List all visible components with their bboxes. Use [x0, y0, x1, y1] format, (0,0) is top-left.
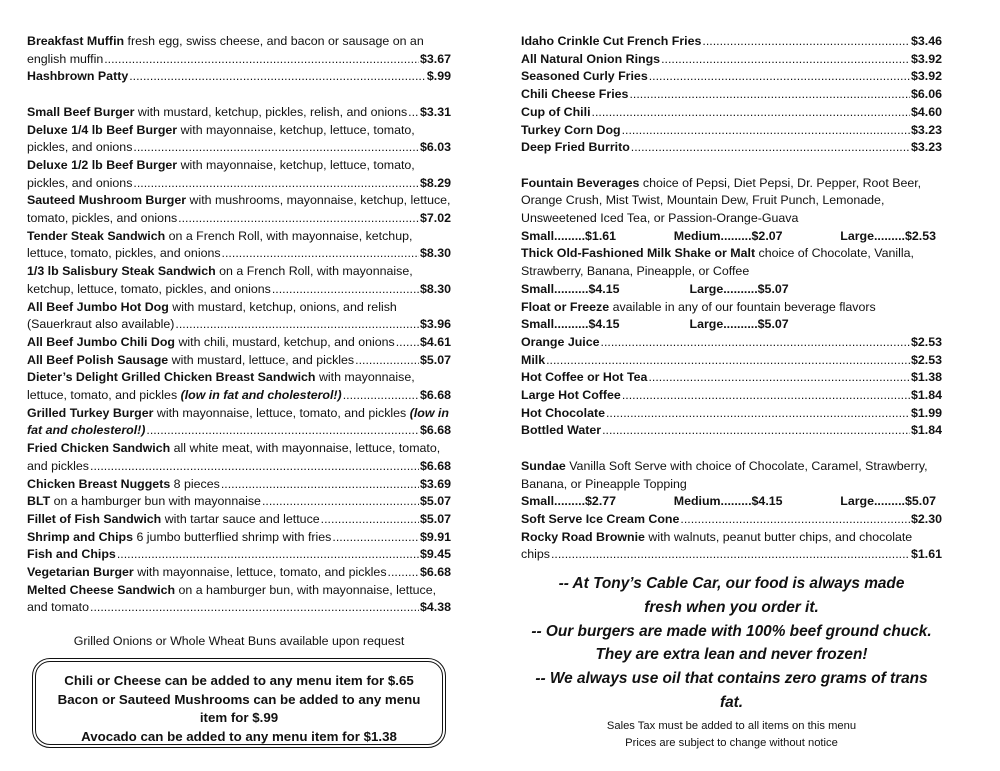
item-price: $1.38 [910, 370, 942, 385]
fountain-desc-3: Unsweetened Iced Tea, or Passion-Orange-Guava [521, 211, 799, 226]
item-price: $5.07 [419, 352, 451, 367]
item-name: Chicken Breast Nuggets [27, 476, 171, 491]
menu-item [27, 334, 451, 352]
item-price: $3.23 [910, 122, 942, 137]
item-price: $6.03 [419, 140, 451, 155]
item-name: Deep Fried Burrito [521, 140, 630, 155]
sides-section [521, 33, 942, 157]
fountain-size-large: Large.........$2.53 [840, 228, 936, 243]
menu-item [521, 33, 942, 51]
item-name: BLT [27, 494, 51, 509]
menu-item [27, 546, 451, 564]
menu-item [27, 511, 451, 529]
cone-price: $2.30 [910, 511, 942, 526]
item-name: Chili Cheese Fries [521, 87, 629, 102]
item-price: $3.96 [419, 317, 451, 332]
brownie-name: Rocky Road Brownie [521, 529, 645, 544]
item-price: $4.61 [419, 334, 451, 349]
drinks-section [521, 334, 942, 440]
item-price: $8.30 [419, 246, 451, 261]
item-note: fat and cholesterol!) [27, 423, 146, 438]
fountain-desc-1: choice of Pepsi, Diet Pepsi, Dr. Pepper, Root Beer, [639, 175, 922, 190]
soft-serve-cone [521, 511, 942, 529]
addon-line-1: Chili or Cheese can be added to any menu item for $.65 [64, 673, 414, 688]
menu-item [521, 334, 942, 352]
item-price: $.99 [426, 69, 451, 84]
item-name: Orange Juice [521, 334, 600, 349]
item-note: (low in [409, 405, 449, 420]
menu-item [27, 122, 451, 157]
menu-item [27, 369, 451, 404]
menu-item [521, 422, 942, 440]
menu-item [27, 493, 451, 511]
item-name: Idaho Crinkle Cut French Fries [521, 34, 702, 48]
item-price: $3.23 [910, 140, 942, 155]
item-name: Tender Steak Sandwich [27, 228, 166, 243]
item-desc: with mayonnaise, lettuce, tomato, and pickles [153, 405, 410, 420]
menu-item [521, 68, 942, 86]
milk-shake [521, 245, 942, 298]
item-name: Hashbrown Patty [27, 69, 129, 84]
item-price: $1.84 [910, 388, 942, 403]
promo-line-4: They are extra lean and never frozen! [595, 646, 868, 664]
footer-notes [521, 718, 942, 752]
shake-size-large: Large..........$5.07 [689, 281, 789, 296]
item-desc: lettuce, tomato, and pickles [27, 388, 181, 403]
sundae-desc-1: Vanilla Soft Serve with choice of Chocolate, Caramel, Strawberry, [565, 458, 928, 473]
menu-item [521, 369, 942, 387]
item-name: Small Beef Burger [27, 104, 135, 119]
item-desc: pickles, and onions [27, 175, 133, 190]
addons-box [32, 658, 446, 748]
item-name: Shrimp and Chips [27, 529, 134, 544]
item-desc: with mayonnaise, ketchup, lettuce, tomato, [177, 122, 415, 137]
menu-item [27, 352, 451, 370]
rocky-road-brownie [521, 529, 942, 564]
item-name: All Natural Onion Rings [521, 51, 661, 66]
item-desc: fresh egg, swiss cheese, and bacon or sausage on an [124, 34, 424, 48]
fountain-beverages [521, 175, 942, 246]
promo-statements [521, 572, 942, 715]
item-name: Breakfast Muffin [27, 34, 125, 48]
item-desc: with mushrooms, mayonnaise, ketchup, lettuce, [186, 193, 451, 208]
float-size-small: Small..........$4.15 [521, 317, 620, 332]
item-price: $8.29 [419, 175, 451, 190]
item-name: All Beef Jumbo Chili Dog [27, 334, 176, 349]
item-price: $2.53 [910, 352, 942, 367]
float-or-freeze [521, 299, 942, 334]
shake-name: Thick Old-Fashioned Milk Shake or Malt [521, 246, 756, 261]
menu-item [521, 86, 942, 104]
item-price: $3.31 [419, 104, 451, 119]
sales-tax-note: Sales Tax must be added to all items on this menu [606, 720, 857, 732]
item-price: $3.69 [419, 476, 451, 491]
item-price: $1.99 [910, 405, 942, 420]
price-change-note: Prices are subject to change without notice [625, 737, 838, 749]
item-desc: with mayonnaise, [315, 370, 415, 385]
menu-item [521, 51, 942, 69]
item-price: $5.07 [419, 494, 451, 509]
menu-item [27, 104, 451, 122]
menu-item [27, 405, 451, 440]
item-name: Bottled Water [521, 423, 602, 438]
menu-item [521, 104, 942, 122]
menu-item [27, 228, 451, 263]
item-name: Deluxe 1/4 lb Beef Burger [27, 122, 178, 137]
sundae-desc-2: Banana, or Pineapple Topping [521, 476, 687, 491]
item-desc: 8 pieces [170, 476, 220, 491]
item-price: $6.68 [419, 565, 451, 580]
item-desc: pickles, and onions [27, 140, 133, 155]
item-name: Melted Cheese Sandwich [27, 582, 176, 597]
promo-line-5: -- We always use oil that contains zero grams of trans [535, 670, 928, 688]
item-price: $4.60 [910, 104, 942, 119]
item-desc: with mayonnaise, ketchup, lettuce, tomato, [177, 157, 415, 172]
item-name: Deluxe 1/2 lb Beef Burger [27, 157, 178, 172]
shake-desc-2: Strawberry, Banana, Pineapple, or Coffee [521, 264, 750, 279]
menu-item [27, 476, 451, 494]
item-price: $6.68 [419, 388, 451, 403]
item-desc: tomato, pickles, and onions [27, 211, 178, 226]
fountain-desc-2: Orange Crush, Mist Twist, Mountain Dew, Fruit Punch, Lemonade, [521, 193, 885, 208]
item-desc: and tomato [27, 600, 89, 615]
addon-line-4: Avocado can be added to any menu item for $1.38 [81, 728, 397, 744]
item-name: All Beef Polish Sausage [27, 352, 169, 367]
menu-item [27, 529, 451, 547]
float-size-large: Large..........$5.07 [689, 317, 789, 332]
item-desc: with mayonnaise, lettuce, tomato, and pickles [133, 565, 387, 580]
cone-name: Soft Serve Ice Cream Cone [521, 511, 680, 526]
item-desc: on a French Roll, with mayonnaise, [215, 264, 413, 279]
menu-item [27, 440, 451, 475]
item-price: $1.84 [910, 423, 942, 438]
fountain-size-medium: Medium.........$2.07 [673, 228, 783, 243]
item-desc: with mustard, ketchup, onions, and relish [168, 299, 397, 314]
item-desc: 6 jumbo butterflied shrimp with fries [133, 529, 332, 544]
item-desc: and pickles [27, 458, 89, 473]
item-price: $6.68 [419, 458, 451, 473]
item-name: Large Hot Coffee [521, 388, 621, 403]
item-name: All Beef Jumbo Hot Dog [27, 299, 169, 314]
item-name: Fillet of Fish Sandwich [27, 511, 162, 526]
item-name: Cup of Chili [521, 104, 591, 119]
item-name: Turkey Corn Dog [521, 122, 621, 137]
shake-size-small: Small..........$4.15 [521, 281, 620, 296]
item-price: $7.02 [419, 211, 451, 226]
float-name: Float or Freeze [521, 299, 610, 314]
grilled-onions-note: Grilled Onions or Whole Wheat Buns available upon request [73, 634, 405, 648]
item-price: $5.07 [419, 511, 451, 526]
item-desc: with mustard, ketchup, pickles, relish, and onions [134, 104, 408, 119]
menu-item [27, 582, 451, 617]
item-price: $8.30 [419, 281, 451, 296]
menu-item [27, 263, 451, 298]
item-desc: on a hamburger bun with mayonnaise [50, 494, 261, 509]
menu-item [521, 352, 942, 370]
item-desc: (Sauerkraut also available) [27, 317, 175, 332]
addon-line-2: Bacon or Sauteed Mushrooms can be added to any menu [57, 691, 421, 707]
item-name: Fish and Chips [27, 547, 116, 562]
promo-line-1: -- At Tony’s Cable Car, our food is always made [558, 575, 905, 592]
promo-line-6: fat. [719, 693, 744, 711]
item-price: $9.91 [419, 529, 451, 544]
float-desc-1: available in any of our fountain beverage flavors [609, 299, 876, 314]
item-price: $6.68 [419, 423, 451, 438]
item-price: $3.46 [910, 34, 942, 48]
item-desc: all white meat, with mayonnaise, lettuce, tomato, [170, 441, 441, 456]
item-desc: ketchup, lettuce, tomato, pickles, and onions [27, 281, 271, 296]
sundae-size-small: Small.........$2.77 [521, 494, 617, 509]
item-desc: english muffin [27, 51, 104, 66]
item-price: $9.45 [419, 547, 451, 562]
item-price: $4.38 [419, 600, 451, 615]
item-name: Seasoned Curly Fries [521, 69, 648, 84]
menu-item [521, 405, 942, 423]
brownie-price: $1.61 [910, 547, 942, 562]
item-name: Hot Coffee or Hot Tea [521, 370, 648, 385]
item-price: $2.53 [910, 334, 942, 349]
right-menu-column [521, 33, 942, 564]
fountain-size-small: Small.........$1.61 [521, 228, 617, 243]
brownie-desc-2: chips [521, 547, 550, 562]
item-price: $3.92 [910, 69, 942, 84]
item-desc: with tartar sauce and lettuce [161, 511, 320, 526]
item-name: Sauteed Mushroom Burger [27, 193, 187, 208]
menu-item [27, 192, 451, 227]
addon-line-3: item for $.99 [199, 710, 279, 726]
menu-item [27, 68, 451, 86]
item-desc: on a hamburger bun, with mayonnaise, lettuce, [175, 582, 437, 597]
item-name: Dieter’s Delight Grilled Chicken Breast Sandwich [27, 370, 316, 385]
item-desc: lettuce, tomato, pickles, and onions [27, 246, 221, 261]
item-price: $3.67 [419, 51, 451, 66]
sundae-size-large: Large.........$5.07 [840, 494, 936, 509]
menu-item [27, 157, 451, 192]
brownie-desc-1: with walnuts, peanut butter chips, and chocolate [644, 529, 913, 544]
promo-line-2: fresh when you order it. [644, 598, 819, 616]
item-note: (low in fat and cholesterol!) [180, 388, 342, 403]
shake-desc-1: choice of Chocolate, Vanilla, [755, 246, 914, 261]
item-name: 1/3 lb Salisbury Steak Sandwich [27, 264, 216, 279]
item-name: Fried Chicken Sandwich [27, 441, 171, 456]
menu-item [521, 122, 942, 140]
item-desc: with chili, mustard, ketchup, and onions [175, 334, 395, 349]
item-price: $6.06 [910, 87, 942, 102]
menu-item [521, 139, 942, 157]
promo-line-3: -- Our burgers are made with 100% beef ground chuck. [531, 622, 932, 640]
sundae-size-medium: Medium.........$4.15 [673, 494, 783, 509]
item-name: Hot Chocolate [521, 405, 605, 420]
fountain-name: Fountain Beverages [521, 175, 640, 190]
item-name: Milk [521, 352, 546, 367]
menu-item [27, 564, 451, 582]
item-name: Vegetarian Burger [27, 565, 134, 580]
item-desc: on a French Roll, with mayonnaise, ketchup, [165, 228, 413, 243]
left-menu-column [27, 33, 451, 617]
item-desc: with mustard, lettuce, and pickles [168, 352, 355, 367]
sundae [521, 458, 942, 511]
item-price: $3.92 [910, 51, 942, 66]
menu-item [27, 33, 451, 68]
sundae-name: Sundae [521, 458, 566, 473]
menu-item [521, 387, 942, 405]
item-name: Grilled Turkey Burger [27, 405, 154, 420]
menu-item [27, 299, 451, 334]
